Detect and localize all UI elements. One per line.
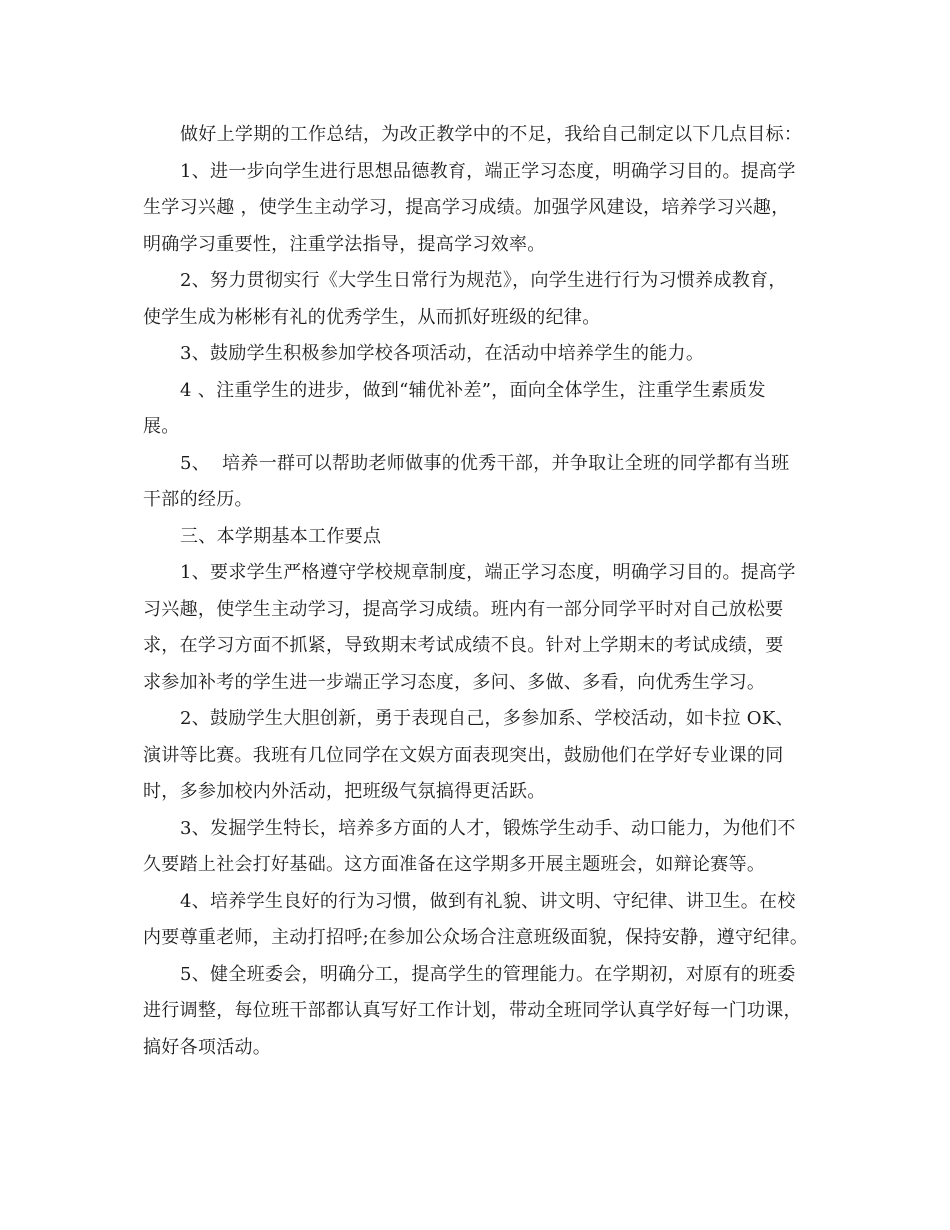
goal-1-line-1: 1、进一步向学生进行思想品德教育，端正学习态度，明确学习目的。提高学 [180, 160, 796, 182]
point-5-line-1: 5、健全班委会，明确分工，提高学生的管理能力。在学期初，对原有的班委 [180, 963, 796, 985]
paragraph-intro: 做好上学期的工作总结，为改正教学中的不足，我给自己制定以下几点目标： [180, 124, 803, 145]
goal-5-line-1: 5、 培养一群可以帮助老师做事的优秀干部，并争取让全班的同学都有当班 [180, 452, 790, 474]
section-heading: 三、本学期基本工作要点 [180, 525, 382, 547]
goal-5-line-2: 干部的经历。 [143, 489, 253, 510]
point-3-line-2: 久要踏上社会打好基础。这方面准备在这学期多开展主题班会，如辩论赛等。 [143, 854, 766, 875]
point-5-line-3: 搞好各项活动。 [143, 1036, 272, 1058]
goal-4-line-2: 展。 [143, 416, 180, 437]
goal-4-line-1: 4 、注重学生的进步，做到“辅优补差”，面向全体学生，注重学生素质发 [180, 379, 766, 401]
goal-2-line-2: 使学生成为彬彬有礼的优秀学生，从而抓好班级的纪律。 [143, 306, 601, 328]
point-4-line-1: 4、培养学生良好的行为习惯，做到有礼貌、讲文明、守纪律、讲卫生。在校 [180, 890, 796, 912]
point-3-line-1: 3、发掘学生特长，培养多方面的人才，锻炼学生动手、动口能力，为他们不 [180, 817, 796, 839]
point-5-line-2: 进行调整，每位班干部都认真写好工作计划，带动全班同学认真学好每一门功课， [143, 1000, 802, 1021]
goal-3-line-1: 3、鼓励学生积极参加学校各项活动，在活动中培养学生的能力。 [180, 343, 705, 364]
point-1-line-4: 求参加补考的学生进一步端正学习态度，多问、多做、多看，向优秀生学习。 [143, 671, 766, 693]
point-2-line-2: 演讲等比赛。我班有几位同学在文娱方面表现突出，鼓励他们在学好专业课的同 [143, 744, 784, 766]
point-1-line-3: 求，在学习方面不抓紧，导致期末考试成绩不良。针对上学期末的考试成绩，要 [143, 635, 784, 656]
point-1-line-1: 1、要求学生严格遵守学校规章制度，端正学习态度，明确学习目的。提高学 [180, 562, 796, 583]
point-4-line-2: 内要尊重老师，主动打招呼;在参加公众场合注意班级面貌，保持安静，遵守纪律。 [143, 927, 809, 948]
goal-1-line-2: 生学习兴趣 ，使学生主动学习，提高学习成绩。加强学风建设，培养学习兴趣， [143, 197, 790, 218]
point-2-line-1: 2、鼓励学生大胆创新，勇于表现自己，多参加系、学校活动，如卡拉 OK、 [180, 708, 794, 729]
goal-1-line-3: 明确学习重要性，注重学法指导，提高学习效率。 [143, 233, 546, 255]
document-body [143, 117, 823, 1066]
goal-2-line-1: 2、努力贯彻实行《大学生日常行为规范》，向学生进行行为习惯养成教育， [180, 270, 787, 291]
point-1-line-2: 习兴趣，使学生主动学习，提高学习成绩。班内有一部分同学平时对自己放松要 [143, 598, 784, 620]
point-2-line-3: 时，多参加校内外活动，把班级气氛搞得更活跃。 [143, 781, 546, 802]
